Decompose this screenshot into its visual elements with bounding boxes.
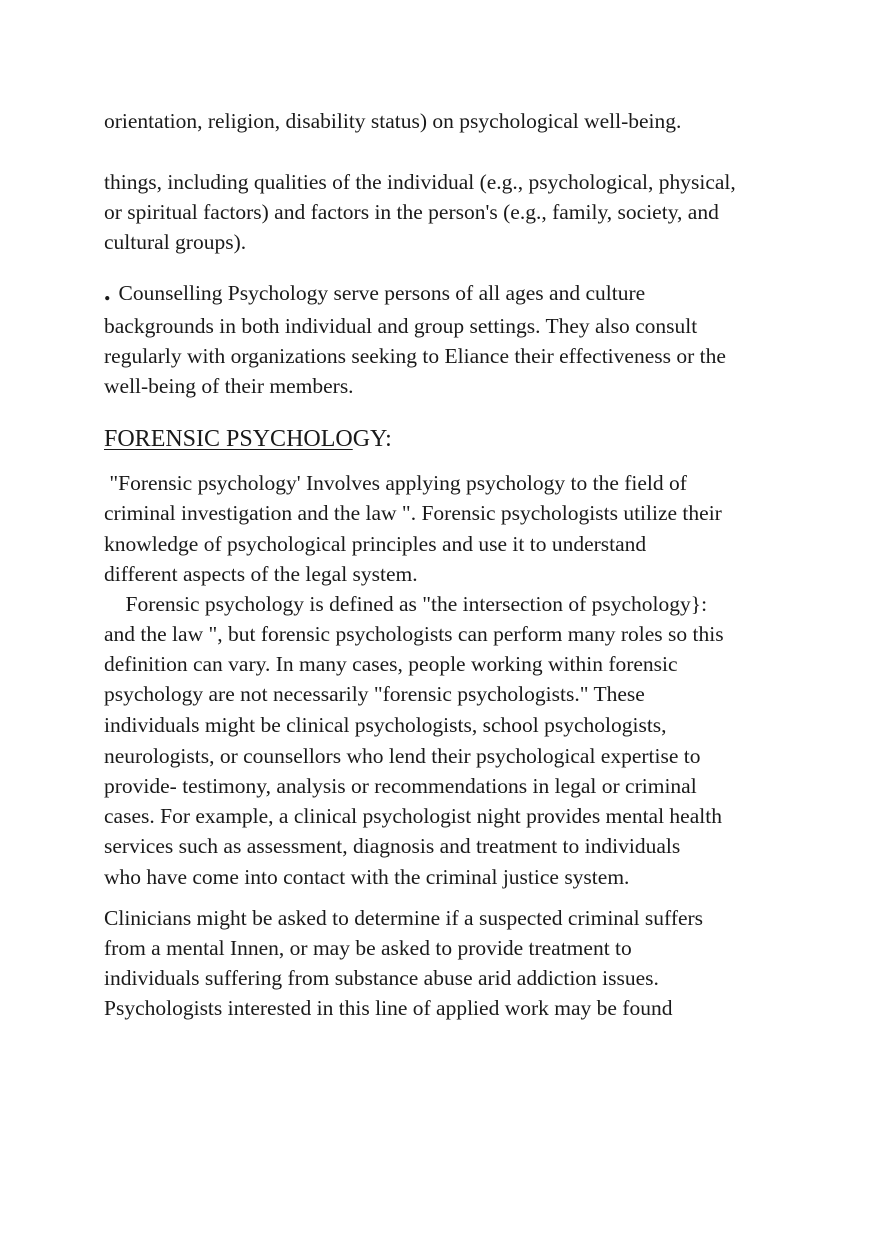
paragraph-forensic-defined-line: neurologists, or counsellors who lend their psychological expertise to <box>104 744 701 768</box>
bullet-counselling-first-line <box>104 277 645 308</box>
paragraph-clinicians-line: individuals suffering from substance abuse arid addiction issues. <box>104 966 659 990</box>
section-heading-forensic <box>104 424 392 454</box>
paragraph-forensic-defined-line: services such as assessment, diagnosis and treatment to individuals <box>104 834 681 858</box>
paragraph-things-line: things, including qualities of the individual (e.g., psychological, physical, <box>104 170 736 194</box>
paragraph-orientation-line: orientation, religion, disability status) on psychological well-being. <box>104 109 682 133</box>
paragraph-forensic-intro-line: knowledge of psychological principles and use it to understand <box>104 532 647 556</box>
paragraph-forensic-defined-line: who have come into contact with the criminal justice system. <box>104 865 630 889</box>
bullet-counselling-line: regularly with organizations seeking to Eliance their effectiveness or the <box>104 344 726 368</box>
paragraph-clinicians-line: Clinicians might be asked to determine if a suspected criminal suffers <box>104 906 704 930</box>
paragraph-forensic-defined-line: individuals might be clinical psychologists, school psychologists, <box>104 713 667 737</box>
paragraph-forensic-defined-line: cases. For example, a clinical psychologist night provides mental health <box>104 804 722 828</box>
paragraph-forensic-defined-line: and the law ", but forensic psychologists can perform many roles so this <box>104 622 724 646</box>
bullet-counselling-line: backgrounds in both individual and group settings. They also consult <box>104 314 698 338</box>
paragraph-clinicians-line: Psychologists interested in this line of applied work may be found <box>104 996 673 1020</box>
paragraph-forensic-intro-line: "Forensic psychology' Involves applying psychology to the field of <box>104 471 687 495</box>
heading-rest-part: GY: <box>352 426 392 452</box>
heading-underlined-part: FORENSIC PSYCHOLO <box>104 426 353 452</box>
paragraph-forensic-intro-line: different aspects of the legal system. <box>104 562 418 586</box>
paragraph-forensic-defined-line: provide- testimony, analysis or recommendations in legal or criminal <box>104 774 697 798</box>
paragraph-clinicians-line: from a mental Innen, or may be asked to provide treatment to <box>104 936 632 960</box>
paragraph-things-line: or spiritual factors) and factors in the person's (e.g., family, society, and <box>104 200 719 224</box>
paragraph-forensic-defined-line: Forensic psychology is defined as "the intersection of psychology}: <box>104 592 708 616</box>
paragraph-forensic-intro-line: criminal investigation and the law ". Forensic psychologists utilize their <box>104 501 722 525</box>
bullet-counselling-line: well-being of their members. <box>104 374 354 398</box>
paragraph-forensic-defined-line: definition can vary. In many cases, people working within forensic <box>104 652 678 676</box>
bullet-marker: . <box>104 277 111 306</box>
paragraph-things-line: cultural groups). <box>104 230 247 254</box>
paragraph-forensic-defined-line: psychology are not necessarily "forensic psychologists." These <box>104 682 645 706</box>
bullet-counselling-text: Counselling Psychology serve persons of all ages and culture <box>118 281 646 305</box>
